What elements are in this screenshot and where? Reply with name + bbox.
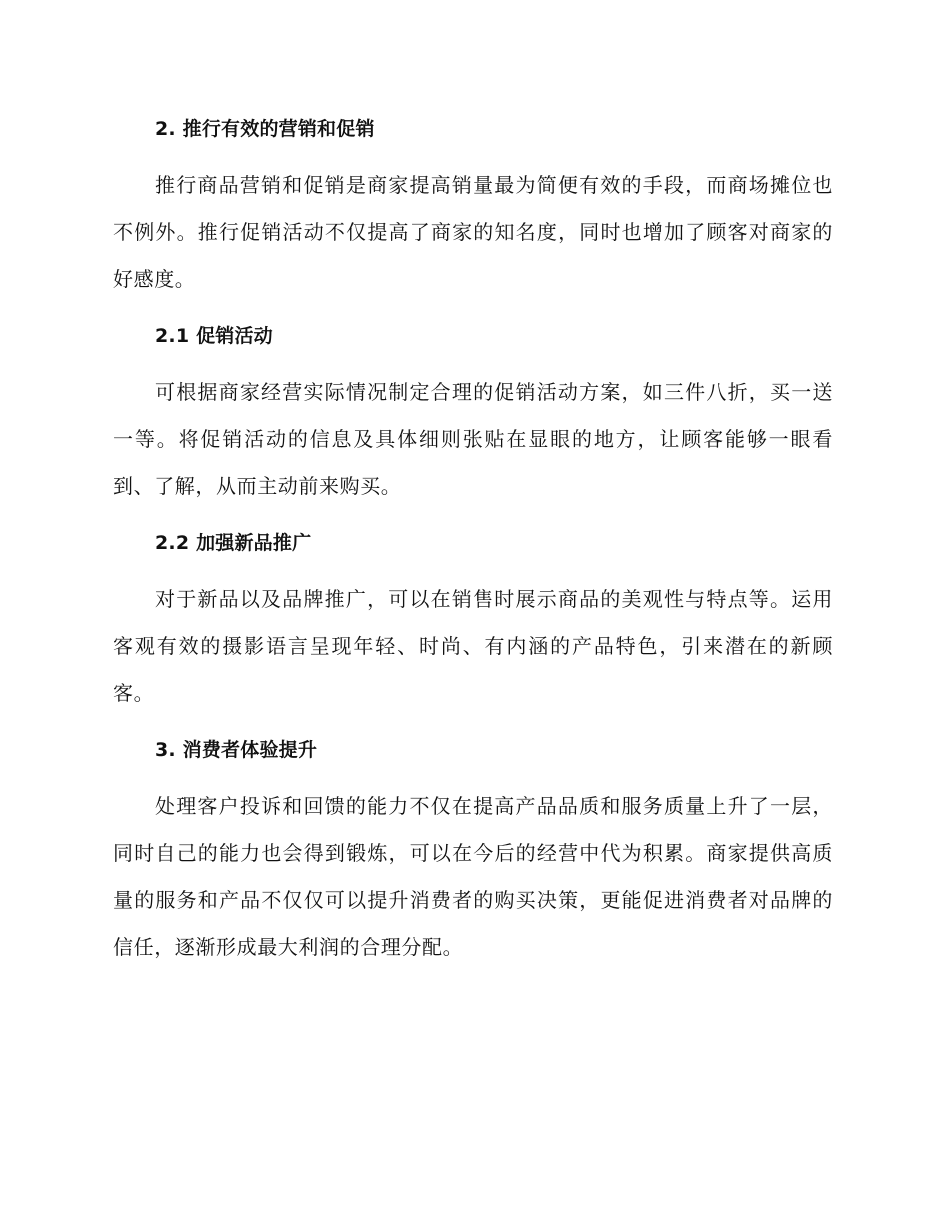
section-paragraph: 可根据商家经营实际情况制定合理的促销活动方案，如三件八折，买一送一等。将促销活动的信息及具体细则张贴在显眼的地方，让顾客能够一眼看到、了解，从而主动前来购买。 [113,380,833,498]
section-paragraph: 推行商品营销和促销是商家提高销量最为简便有效的手段，而商场摊位也不例外。推行促销活动不仅提高了商家的知名度，同时也增加了顾客对商家的好感度。 [113,173,833,291]
section-heading: 3. 消费者体验提升 [155,739,318,761]
section-paragraph: 对于新品以及品牌推广，可以在销售时展示商品的美观性与特点等。运用客观有效的摄影语言呈现年轻、时尚、有内涵的产品特色，引来潜在的新顾客。 [113,587,833,705]
section-paragraph: 处理客户投诉和回馈的能力不仅在提高产品品质和服务质量上升了一层，同时自己的能力也会得到锻炼，可以在今后的经营中代为积累。商家提供高质量的服务和产品不仅仅可以提升消费者的购买决策，更能促进消费者对品牌的信任，逐渐形成最大利润的合理分配。 [113,794,833,959]
section-heading: 2. 推行有效的营销和促销 [155,118,375,140]
document-page [113,108,833,971]
section-heading: 2.1 促销活动 [155,325,273,347]
section-heading: 2.2 加强新品推广 [155,532,312,554]
